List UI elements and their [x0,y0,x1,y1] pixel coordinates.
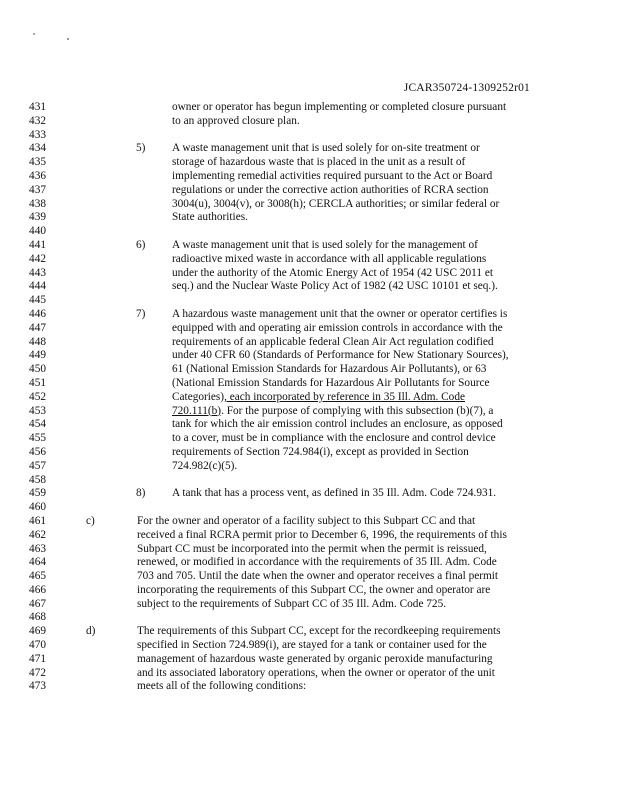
line-number: 451 [29,376,46,389]
line-text [172,308,507,322]
line-number: 454 [29,418,46,431]
document-line [0,570,618,584]
line-number: 439 [29,211,46,224]
line-number: 446 [29,307,46,320]
line-text-main: 703 and 705. Until the date when the owner and operator receives a final permit [137,570,499,583]
line-text [172,239,478,253]
line-text [137,515,475,529]
document-line [0,170,618,184]
line-number: 460 [29,501,46,514]
document-body [0,101,618,694]
line-text-main: requirements of an applicable federal Clean Air Act regulation codified [172,335,494,348]
line-number: 433 [29,128,46,141]
line-number: 436 [29,169,46,182]
document-line [0,267,618,281]
line-text [172,280,498,294]
line-text [172,170,492,184]
document-line [0,198,618,212]
line-text-main: 61 (National Emission Standards for Hazardous Air Pollutants), or 63 [172,363,487,376]
document-line [0,349,618,363]
line-text-main: incorporating the requirements of this Subpart CC, the owner and operator are [137,583,491,596]
line-text [137,625,501,639]
line-text [137,543,487,557]
document-line [0,225,618,239]
line-text-main: 724.982(c)(5). [172,459,238,472]
document-line [0,184,618,198]
document-line [0,680,618,694]
item-marker: 6) [136,238,146,251]
document-line [0,501,618,515]
document-line [0,474,618,488]
document-line [0,253,618,267]
document-line [0,363,618,377]
line-number: 464 [29,556,46,569]
line-number: 471 [29,652,46,665]
line-text [172,184,489,198]
line-text-main: (National Emission Standards for Hazardous Air Pollutants for Source [172,376,490,389]
line-text [137,639,487,653]
document-line [0,598,618,612]
item-marker: c) [86,514,95,527]
document-id: JCAR350724-1309252r01 [403,82,530,94]
line-number: 465 [29,570,46,583]
document-line [0,391,618,405]
line-text-main: storage of hazardous waste that is placed in the unit as a result of [172,156,466,169]
document-line [0,377,618,391]
line-text-after: . For the purpose of complying with this subsection (b)(7), a [221,404,494,417]
line-text [137,556,497,570]
line-text-main: equipped with and operating air emission controls in accordance with the [172,321,503,334]
line-text [172,487,496,501]
line-text [137,584,490,598]
document-line [0,156,618,170]
line-text [137,653,493,667]
line-text [172,253,486,267]
line-text-main: Categories) [172,390,225,403]
document-line [0,101,618,115]
document-line [0,239,618,253]
line-number: 444 [29,280,46,293]
line-text [137,680,306,694]
line-number: 470 [29,639,46,652]
line-text-main: seq.) and the Nuclear Waste Policy Act of 1982 (42 USC 10101 et seq.). [172,280,498,293]
line-text-main: renewed, or modified in accordance with the requirements of 35 Ill. Adm. Code [137,556,497,569]
line-number: 455 [29,432,46,445]
scan-speck [33,33,35,35]
line-text [172,391,465,405]
document-line [0,336,618,350]
line-text [137,570,498,584]
inserted-text: 720.111(b) [172,404,222,417]
line-number: 432 [29,114,46,127]
document-line [0,418,618,432]
document-line [0,529,618,543]
line-text [172,198,499,212]
document-line [0,487,618,501]
line-text [172,349,509,363]
item-marker: 5) [136,142,146,155]
line-number: 438 [29,197,46,210]
line-number: 462 [29,528,46,541]
line-text [137,667,495,681]
document-line [0,322,618,336]
line-number: 431 [29,101,46,113]
line-text-main: and its associated laboratory operations, when the owner or operator of the unit [137,666,495,679]
line-text-main: requirements of Section 724.984(i), except as provided in Section [172,445,469,458]
document-line [0,653,618,667]
line-number: 468 [29,611,46,624]
line-text-main: implementing remedial activities required pursuant to the Act or Board [172,169,493,182]
line-number: 448 [29,335,46,348]
line-text-main: regulations or under the corrective action authorities of RCRA section [172,183,489,196]
line-text-main: to an approved closure plan. [172,114,300,127]
document-line [0,280,618,294]
line-number: 445 [29,294,46,307]
document-line [0,446,618,460]
line-text-main: to a cover, must be in compliance with the enclosure and control device [172,432,496,445]
item-marker: 7) [136,307,146,320]
document-line [0,639,618,653]
line-number: 441 [29,238,46,251]
line-text-main: A tank that has a process vent, as defined in 35 Ill. Adm. Code 724.931. [172,487,497,500]
document-line [0,515,618,529]
document-line [0,556,618,570]
line-text [172,405,493,419]
line-number: 461 [29,514,46,527]
line-number: 450 [29,363,46,376]
line-text-main: A waste management unit that is used solely for on-site treatment or [172,142,480,155]
line-number: 472 [29,666,46,679]
document-line [0,405,618,419]
line-number: 443 [29,266,46,279]
line-number: 453 [29,404,46,417]
line-number: 440 [29,225,46,238]
line-text [172,336,494,350]
line-number: 434 [29,142,46,155]
item-marker: 8) [136,487,146,500]
line-number: 466 [29,583,46,596]
line-text [137,529,507,543]
line-text-main: A hazardous waste management unit that the owner or operator certifies is [172,307,508,320]
line-text [172,115,300,129]
line-number: 442 [29,252,46,265]
line-text [172,142,480,156]
line-text-main: 3004(u), 3004(v), or 3008(h); CERCLA authorities; or similar federal or [172,197,500,210]
document-line [0,584,618,598]
line-text [172,418,503,432]
line-number: 467 [29,597,46,610]
line-text-main: Subpart CC must be incorporated into the permit when the permit is reissued, [137,542,487,555]
line-number: 449 [29,349,46,362]
line-text [172,267,493,281]
document-line [0,308,618,322]
line-text [172,363,486,377]
line-number: 447 [29,321,46,334]
line-number: 452 [29,390,46,403]
line-number: 437 [29,183,46,196]
line-text-main: under 40 CFR 60 (Standards of Performance for New Stationary Sources), [172,349,509,362]
document-line [0,625,618,639]
line-text-main: meets all of the following conditions: [137,680,307,693]
line-text-main: radioactive mixed waste in accordance with all applicable regulations [172,252,487,265]
line-text [172,211,248,225]
line-number: 435 [29,156,46,169]
inserted-text: , each incorporated by reference in 35 Ill. Adm. Code [224,390,465,403]
document-line [0,294,618,308]
document-line [0,115,618,129]
line-text [172,432,496,446]
document-line [0,667,618,681]
line-text-main: tank for which the air emission control includes an enclosure, as opposed [172,418,503,431]
document-line [0,432,618,446]
line-text [172,322,503,336]
document-line [0,211,618,225]
scan-speck [67,38,69,40]
line-text-main: For the owner and operator of a facility subject to this Subpart CC and that [137,514,476,527]
document-line [0,460,618,474]
line-text [172,156,465,170]
line-text [172,377,490,391]
line-text [137,598,446,612]
line-text-main: management of hazardous waste generated by organic peroxide manufacturing [137,652,493,665]
line-text [172,101,506,115]
line-number: 459 [29,487,46,500]
line-text [172,446,469,460]
line-number: 457 [29,459,46,472]
line-text-main: subject to the requirements of Subpart CC of 35 Ill. Adm. Code 725. [137,597,447,610]
line-number: 473 [29,680,46,693]
line-text [172,460,237,474]
line-text-main: received a final RCRA permit prior to December 6, 1996, the requirements of this [137,528,507,541]
line-text-main: under the authority of the Atomic Energy Act of 1954 (42 USC 2011 et [172,266,493,279]
document-line [0,543,618,557]
item-marker: d) [86,625,96,638]
line-number: 456 [29,445,46,458]
line-text-main: State authorities. [172,211,248,224]
document-line [0,129,618,143]
line-text-main: The requirements of this Subpart CC, except for the recordkeeping requirements [137,625,501,638]
line-number: 458 [29,473,46,486]
line-number: 463 [29,542,46,555]
document-line [0,142,618,156]
document-line [0,611,618,625]
line-text-main: specified in Section 724.989(i), are stayed for a tank or container used for the [137,639,487,652]
line-text-main: owner or operator has begun implementing or completed closure pursuant [172,101,507,113]
line-text-main: A waste management unit that is used solely for the management of [172,238,478,251]
line-number: 469 [29,625,46,638]
